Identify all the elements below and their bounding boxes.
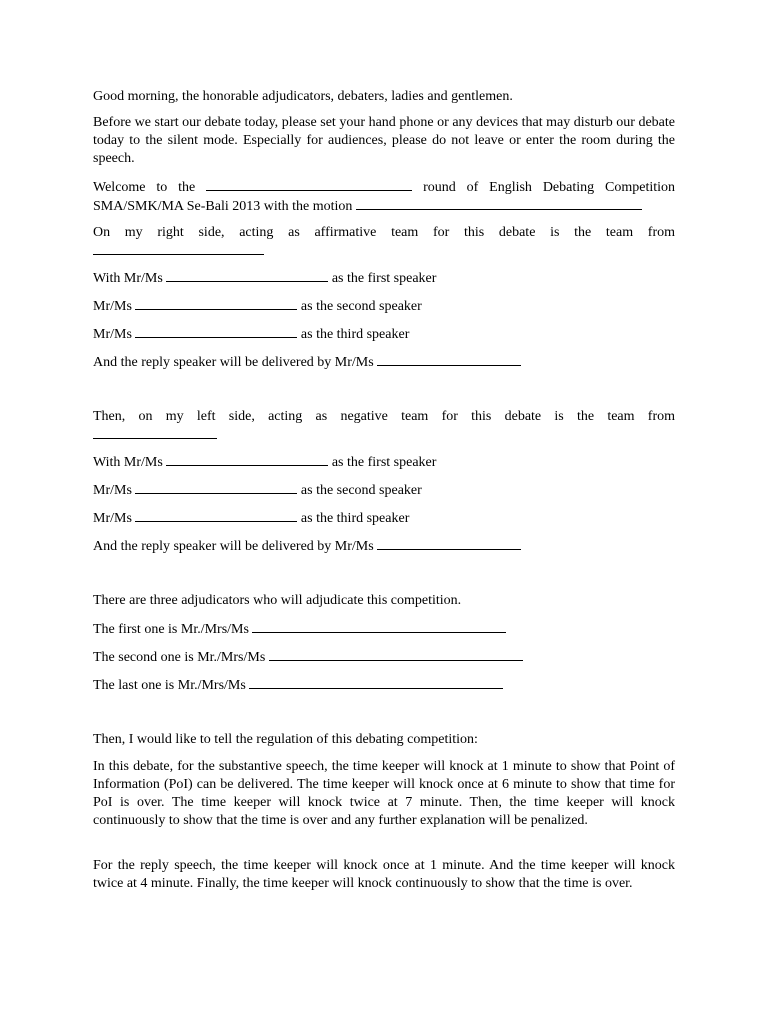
- affirmative-second-speaker: [93, 297, 675, 316]
- adjudicator-first-text: The first one is Mr./Mrs/Ms: [93, 622, 249, 637]
- negative-third-blank: [135, 509, 297, 522]
- adjudicator-second-text: The second one is Mr./Mrs/Ms: [93, 650, 266, 665]
- negative-first-prefix: With Mr/Ms: [93, 455, 163, 470]
- affirmative-second-blank: [135, 297, 297, 310]
- affirmative-first-suffix: as the first speaker: [331, 271, 437, 286]
- welcome-line-2: [93, 197, 675, 216]
- affirmative-first-blank: [166, 269, 328, 282]
- round-blank: [206, 178, 412, 191]
- affirmative-third-speaker: [93, 325, 675, 344]
- intro-paragraph: Before we start our debate today, please set your hand phone or any devices that may disturb our debate today to the silent mode. Especially for audiences, please do not leave or enter the room during the speech.: [93, 115, 675, 166]
- regulation-intro: Then, I would like to tell the regulation of this debating competition:: [93, 732, 478, 747]
- negative-reply-blank: [377, 537, 521, 550]
- negative-third-prefix: Mr/Ms: [93, 511, 132, 526]
- affirmative-intro-paragraph: [93, 224, 675, 261]
- affirmative-team-line: [93, 242, 675, 261]
- negative-third-speaker: [93, 509, 675, 528]
- welcome-text-3: SMA/SMK/MA Se-Bali 2013 with the motion: [93, 199, 353, 214]
- greeting-paragraph: Good morning, the honorable adjudicators, debaters, ladies and gentlemen.: [93, 89, 513, 104]
- affirmative-third-suffix: as the third speaker: [300, 327, 410, 342]
- negative-second-prefix: Mr/Ms: [93, 483, 132, 498]
- negative-intro-paragraph: [93, 408, 675, 445]
- affirmative-reply-blank: [377, 353, 521, 366]
- affirmative-first-prefix: With Mr/Ms: [93, 271, 163, 286]
- negative-third-suffix: as the third speaker: [300, 511, 410, 526]
- adjudicator-last: [93, 676, 675, 695]
- negative-second-blank: [135, 481, 297, 494]
- negative-reply-speaker: [93, 537, 675, 556]
- adjudicator-last-blank: [249, 676, 503, 689]
- welcome-line-1: [93, 178, 675, 197]
- adjudicator-second-blank: [269, 648, 523, 661]
- negative-reply-text: And the reply speaker will be delivered by Mr/Ms: [93, 539, 374, 554]
- negative-second-suffix: as the second speaker: [300, 483, 422, 498]
- negative-second-speaker: [93, 481, 675, 500]
- negative-team-blank: [93, 426, 217, 439]
- affirmative-third-blank: [135, 325, 297, 338]
- adjudicator-first-blank: [252, 620, 506, 633]
- reply-rules-paragraph: For the reply speech, the time keeper will knock once at 1 minute. And the time keeper will knock twice at 4 minute. Finally, the time keeper will knock continuously to show that the time is over.: [93, 858, 675, 891]
- negative-team-line: [93, 426, 675, 445]
- welcome-paragraph: [93, 178, 675, 216]
- affirmative-first-speaker: [93, 269, 675, 288]
- negative-first-suffix: as the first speaker: [331, 455, 437, 470]
- welcome-text-1: Welcome to the: [93, 180, 196, 195]
- affirmative-intro-text: On my right side, acting as affirmative team for this debate is the team from: [93, 225, 675, 240]
- negative-first-blank: [166, 453, 328, 466]
- affirmative-second-suffix: as the second speaker: [300, 299, 422, 314]
- adjudicator-last-text: The last one is Mr./Mrs/Ms: [93, 678, 246, 693]
- affirmative-third-prefix: Mr/Ms: [93, 327, 132, 342]
- affirmative-reply-speaker: [93, 353, 675, 372]
- affirmative-reply-text: And the reply speaker will be delivered by Mr/Ms: [93, 355, 374, 370]
- negative-intro-text: Then, on my left side, acting as negative team for this debate is the team from: [93, 409, 675, 424]
- affirmative-second-prefix: Mr/Ms: [93, 299, 132, 314]
- negative-first-speaker: [93, 453, 675, 472]
- welcome-text-2: round of English Debating Competition: [423, 180, 676, 195]
- affirmative-team-blank: [93, 242, 264, 255]
- adjudicator-first: [93, 620, 675, 639]
- adjudicators-intro: There are three adjudicators who will adjudicate this competition.: [93, 593, 462, 608]
- adjudicator-second: [93, 648, 675, 667]
- substantive-rules-paragraph: In this debate, for the substantive speech, the time keeper will knock at 1 minute to show that Point of Information (PoI) can be delivered. The time keeper will knock once at 6 minute to show that time for PoI is over. The time keeper will knock twice at 7 minute. Then, the time keeper will knock continuously to show that the time is over and any further explanation will be penalized.: [93, 759, 675, 828]
- motion-blank: [356, 197, 642, 210]
